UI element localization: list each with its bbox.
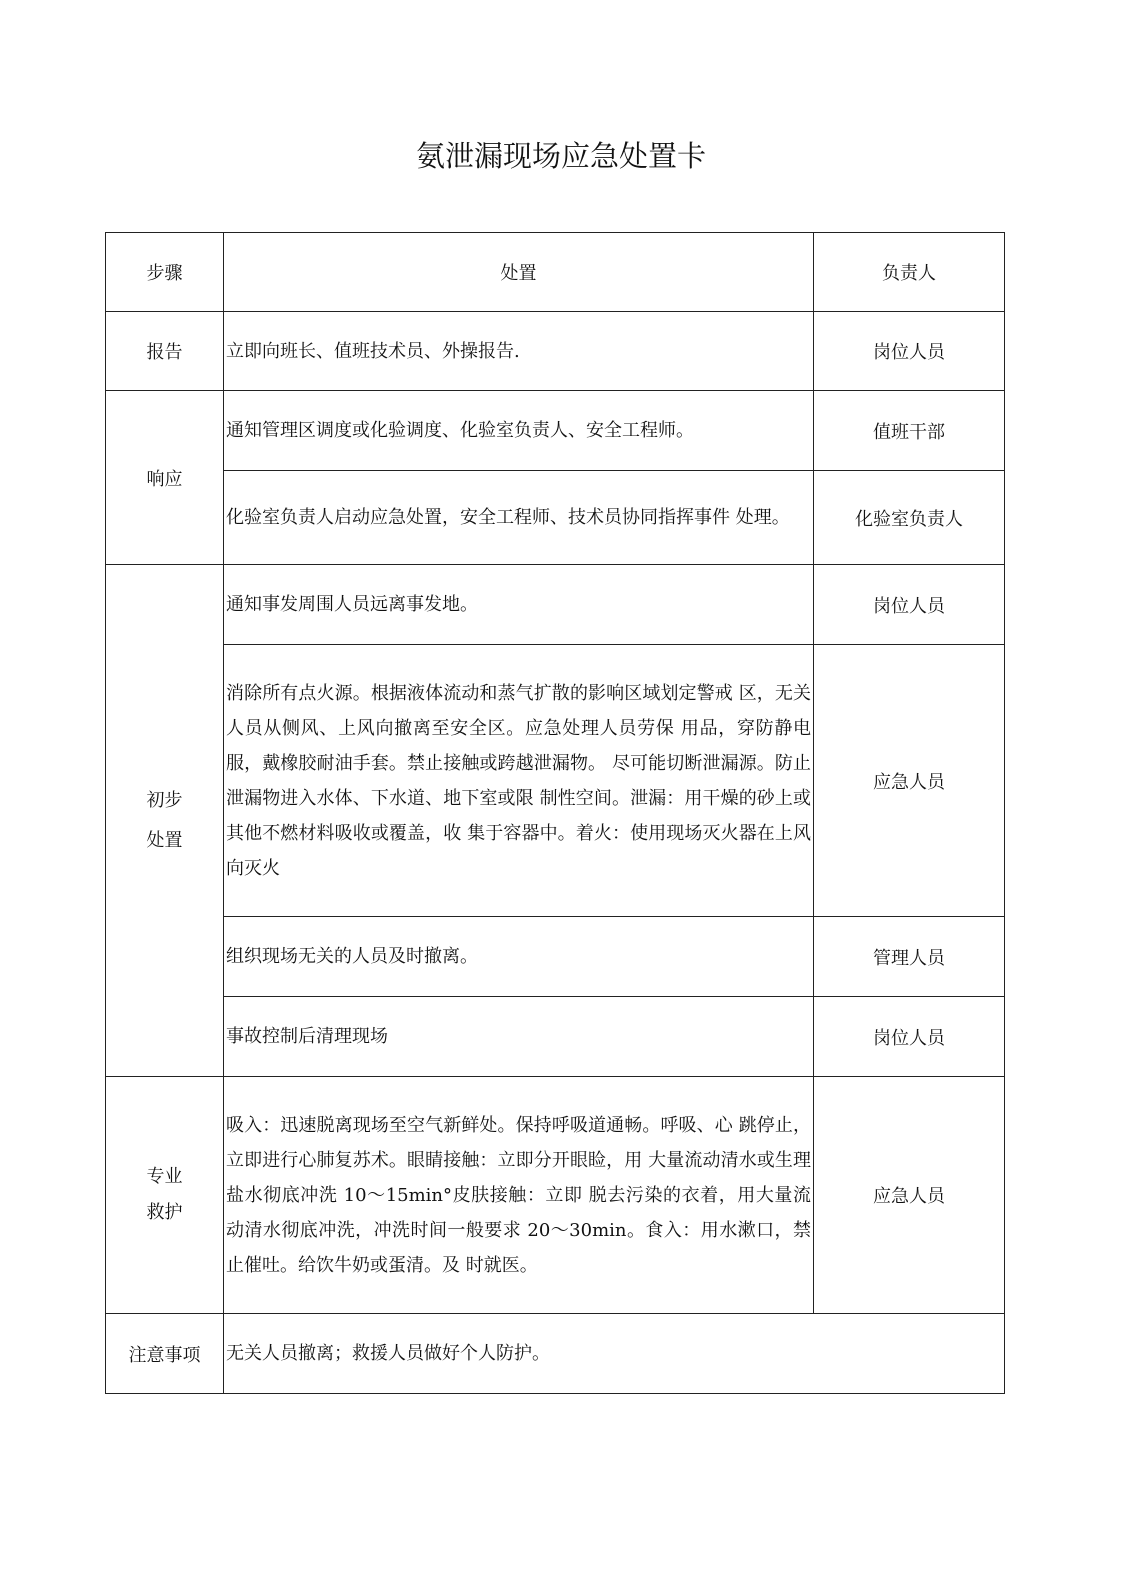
owner-cell: 应急人员 <box>814 1077 1005 1314</box>
step-cell: 注意事项 <box>106 1314 224 1394</box>
owner-cell: 值班干部 <box>814 391 1005 471</box>
header-owner: 负责人 <box>814 233 1005 312</box>
document-title: 氨泄漏现场应急处置卡 <box>415 139 706 173</box>
action-cell: 事故控制后清理现场 <box>224 997 814 1077</box>
owner-cell: 岗位人员 <box>814 312 1005 391</box>
table-row <box>106 565 1005 645</box>
owner-cell: 应急人员 <box>814 645 1005 917</box>
step-label-line: 处置 <box>146 829 183 851</box>
table-row <box>106 645 1005 917</box>
step-cell: 响应 <box>106 391 224 565</box>
header-row <box>106 233 1005 312</box>
owner-cell: 管理人员 <box>814 917 1005 997</box>
header-action: 处置 <box>224 233 814 312</box>
action-cell: 消除所有点火源。根据液体流动和蒸气扩散的影响区域划定警戒 区，无关人员从侧风、上风向撤离至安全区。应急处理人员劳保 用品，穿防静电服，戴橡胶耐油手套。禁止接触或跨越泄漏物。 尽可能切断泄漏源。防止泄漏物进入水体、下水道、地下室或限 制性空间。泄漏：用干燥的砂上或其他不燃材料吸收或覆盖，收 集于容器中。着火：使用现场灭火器在上风向灭火 <box>224 645 814 917</box>
table-row <box>106 312 1005 391</box>
step-cell <box>106 565 224 1077</box>
step-label-line: 救护 <box>146 1202 183 1223</box>
step-label-line: 初步 <box>146 789 183 811</box>
owner-cell: 化验室负责人 <box>814 471 1005 565</box>
table-row <box>106 391 1005 471</box>
table-row <box>106 997 1005 1077</box>
action-cell: 通知管理区调度或化验调度、化验室负责人、安全工程师。 <box>224 391 814 471</box>
table-row <box>106 1314 1005 1394</box>
action-cell: 吸入：迅速脱离现场至空气新鲜处。保持呼吸道通畅。呼吸、心 跳停止，立即进行心肺复苏术。眼睛接触：立即分开眼睑，用 大量流动清水或生理盐水彻底冲洗 10〜15min°皮肤接触：立即 脱去污染的衣着，用大量流动清水彻底冲洗，冲洗时间一般要求 20〜30min。食入：用水漱口，禁止催吐。给饮牛奶或蛋清。及 时就医。 <box>224 1077 814 1314</box>
table-row <box>106 471 1005 565</box>
action-cell: 化验室负责人启动应急处置，安全工程师、技术员协同指挥事件 处理。 <box>224 471 814 565</box>
step-label-line: 专业 <box>146 1166 183 1187</box>
emergency-card-table <box>105 232 1005 1394</box>
action-cell: 立即向班长、值班技术员、外操报告. <box>224 312 814 391</box>
owner-cell: 岗位人员 <box>814 565 1005 645</box>
owner-cell: 岗位人员 <box>814 997 1005 1077</box>
action-cell: 无关人员撤离；救援人员做好个人防护。 <box>224 1314 1005 1394</box>
table-row <box>106 1077 1005 1314</box>
action-cell: 组织现场无关的人员及时撤离。 <box>224 917 814 997</box>
header-step: 步骤 <box>106 233 224 312</box>
table-row <box>106 917 1005 997</box>
action-cell: 通知事发周围人员远离事发地。 <box>224 565 814 645</box>
step-cell <box>106 1077 224 1314</box>
step-cell: 报告 <box>106 312 224 391</box>
